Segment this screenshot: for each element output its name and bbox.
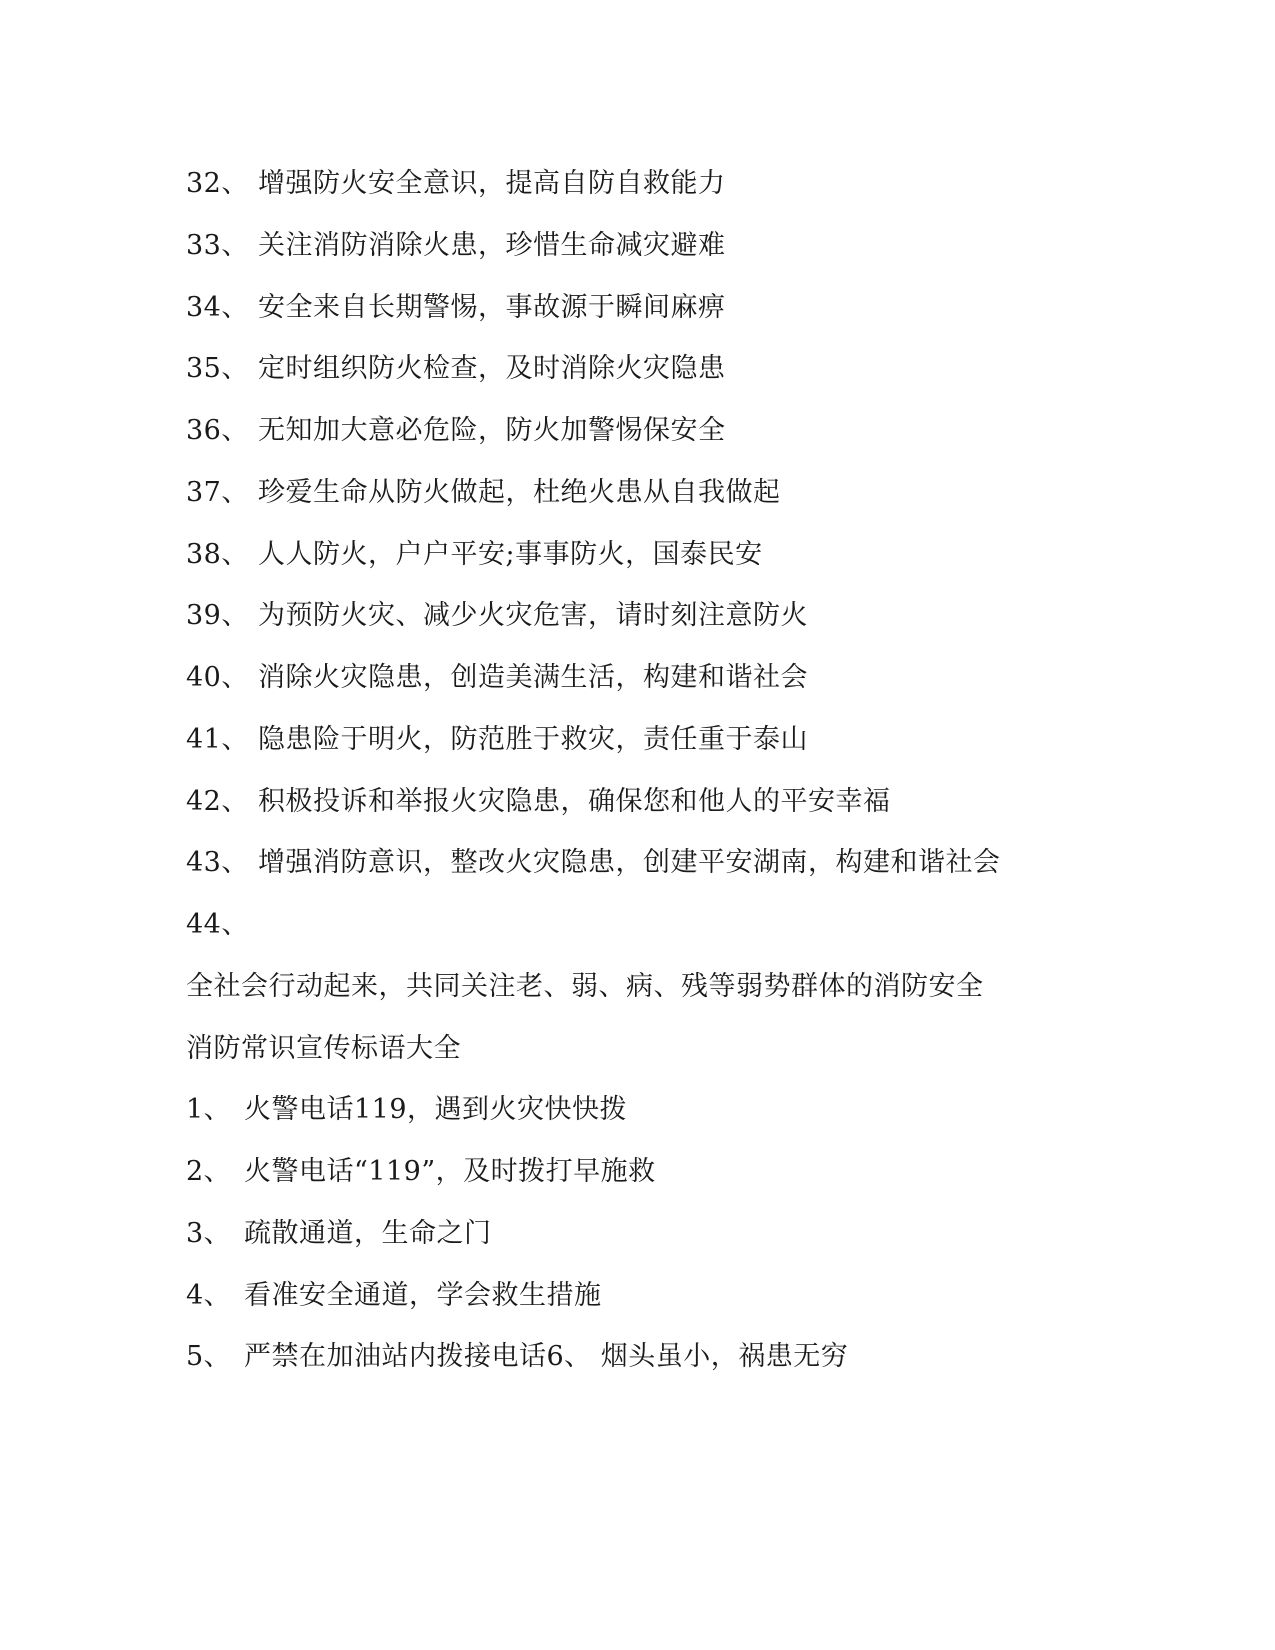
item-text: 关注消防消除火患，珍惜生命减灾避难 [258,230,726,261]
section-title: 消防常识宣传标语大全 [186,1033,461,1064]
list-item [186,786,891,818]
list-item [186,1156,656,1188]
item-number: 4、 [186,1280,232,1311]
item-number: 40、 [186,662,249,693]
list-item [186,539,763,571]
item-number: 2、 [186,1156,232,1187]
item-text: 人人防火，户户平安;事事防火，国泰民安 [258,539,763,570]
item-number: 35、 [186,353,249,384]
list-item [186,1218,492,1250]
item-text: 火警电话119，遇到火灾快快拨 [244,1094,628,1125]
item-number: 33、 [186,230,249,261]
list-item [186,353,726,385]
item-text: 增强消防意识，整改火灾隐患，创建平安湖南，构建和谐社会 [258,847,1001,878]
list-item [186,292,726,324]
list-item [186,168,726,200]
item-44-number: 44、 [186,909,249,940]
item-number: 42、 [186,786,249,817]
item-text: 珍爱生命从防火做起，杜绝火患从自我做起 [258,477,781,508]
item-text: 无知加大意必危险，防火加警惕保安全 [258,415,726,446]
list-item [186,724,808,756]
item-number: 36、 [186,415,249,446]
item-text: 消除火灾隐患，创造美满生活，构建和谐社会 [258,662,808,693]
item-text: 积极投诉和举报火灾隐患，确保您和他人的平安幸福 [258,786,891,817]
item-text: 严禁在加油站内拨接电话6、 烟头虽小，祸患无穷 [244,1341,849,1372]
item-number: 41、 [186,724,249,755]
item-text: 火警电话“119”，及时拨打早施救 [244,1156,656,1187]
item-text: 为预防火灾、减少火灾危害，请时刻注意防火 [258,600,808,631]
list-item [186,477,781,509]
list-item [186,662,808,694]
item-number: 32、 [186,168,249,199]
list-item [186,1280,602,1312]
item-number: 43、 [186,847,249,878]
item-text: 安全来自长期警惕，事故源于瞬间麻痹 [258,292,726,323]
item-text: 定时组织防火检查，及时消除火灾隐患 [258,353,726,384]
list-item [186,847,1001,879]
item-text: 疏散通道，生命之门 [244,1218,492,1249]
item-text: 增强防火安全意识，提高自防自救能力 [258,168,726,199]
list-item [186,600,808,632]
item-text: 看准安全通道，学会救生措施 [244,1280,602,1311]
item-number: 5、 [186,1341,232,1372]
list-item [186,1094,627,1126]
item-number: 39、 [186,600,249,631]
item-number: 38、 [186,539,249,570]
item-number: 34、 [186,292,249,323]
item-number: 3、 [186,1218,232,1249]
item-number: 1、 [186,1094,232,1125]
item-text: 隐患险于明火，防范胜于救灾，责任重于泰山 [258,724,808,755]
item-number: 37、 [186,477,249,508]
item-44-text: 全社会行动起来，共同关注老、弱、病、残等弱势群体的消防安全 [186,971,984,1002]
list-item [186,1341,848,1373]
list-item [186,415,726,447]
list-item [186,230,726,262]
